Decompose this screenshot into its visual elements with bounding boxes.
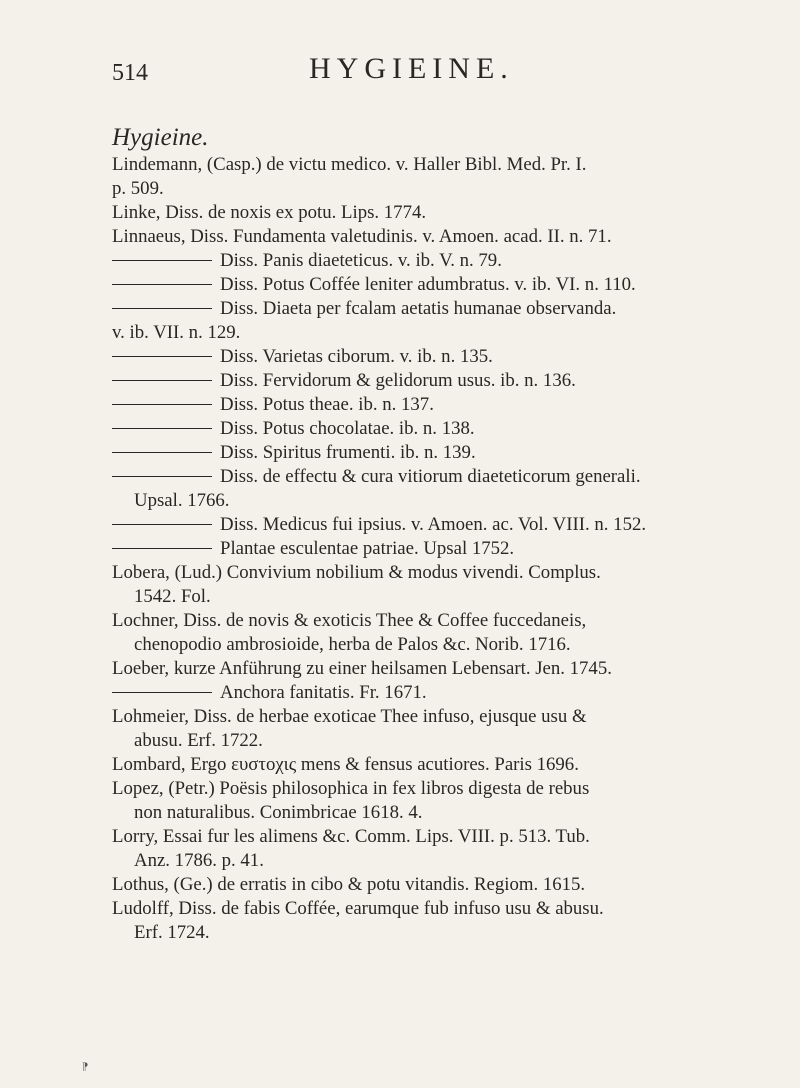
page-header: [112, 52, 712, 92]
entry-line: Linnaeus, Diss. Fundamenta valetudinis. v. Amoen. acad. II. n. 71.: [112, 226, 612, 247]
entry-line: Erf. 1724.: [134, 922, 210, 943]
ditto-dash: [112, 428, 212, 429]
ditto-dash: [112, 356, 212, 357]
entry-line: Lindemann, (Casp.) de victu medico. v. Haller Bibl. Med. Pr. I.: [112, 154, 587, 175]
entry-line: Lombard, Ergo ευστοχις mens & fensus acutiores. Paris 1696.: [112, 754, 579, 775]
entry-text: Diss. Panis diaeteticus. v. ib. V. n. 79.: [220, 250, 502, 271]
entry-line: [112, 417, 475, 441]
entry-line: [112, 537, 514, 561]
entry-line: Lobera, (Lud.) Convivium nobilium & modus vivendi. Complus.: [112, 562, 601, 583]
entry-text: Diss. Fervidorum & gelidorum usus. ib. n. 136.: [220, 370, 576, 391]
entry-line: v. ib. VII. n. 129.: [112, 322, 241, 343]
entry-line: Linke, Diss. de noxis ex potu. Lips. 1774.: [112, 202, 427, 223]
entry-text: Plantae esculentae patriae. Upsal 1752.: [220, 538, 515, 559]
entry-text: Diss. Varietas ciborum. v. ib. n. 135.: [220, 346, 493, 367]
entry-text: Diss. Medicus fui ipsius. v. Amoen. ac. Vol. VIII. n. 152.: [220, 514, 647, 535]
entry-text: Diss. de effectu & cura vitiorum diaeteticorum generali.: [220, 466, 641, 487]
ditto-dash: [112, 404, 212, 405]
entry-text: Anchora fanitatis. Fr. 1671.: [220, 682, 427, 703]
page-number: 514: [112, 60, 148, 86]
section-title: Hygieine.: [112, 124, 209, 151]
entry-text: Diss. Diaeta per fcalam aetatis humanae observanda.: [220, 298, 617, 319]
ditto-dash: [112, 548, 212, 549]
ditto-dash: [112, 260, 212, 261]
entry-line: chenopodio ambrosioide, herba de Palos &c. Norib. 1716.: [134, 634, 571, 655]
ditto-dash: [112, 452, 212, 453]
entry-line: Lochner, Diss. de novis & exoticis Thee & Coffee fuccedaneis,: [112, 610, 587, 631]
entry-line: Lorry, Essai fur les alimens &c. Comm. Lips. VIII. p. 513. Tub.: [112, 826, 590, 847]
entry-line: [112, 249, 502, 273]
entry-line: [112, 513, 646, 537]
entry-line: non naturalibus. Conimbricae 1618. 4.: [134, 802, 423, 823]
ditto-dash: [112, 524, 212, 525]
footer-mark: ⁋: [82, 1062, 89, 1073]
entry-text: Diss. Potus chocolatae. ib. n. 138.: [220, 418, 475, 439]
entry-line: p. 509.: [112, 178, 164, 199]
entry-line: 1542. Fol.: [134, 586, 211, 607]
entry-line: [112, 393, 434, 417]
ditto-dash: [112, 308, 212, 309]
entry-text: Diss. Spiritus frumenti. ib. n. 139.: [220, 442, 476, 463]
entry-line: Lohmeier, Diss. de herbae exoticae Thee infuso, ejusque usu &: [112, 706, 587, 727]
entry-text: Diss. Potus theae. ib. n. 137.: [220, 394, 434, 415]
entry-line: Loeber, kurze Anführung zu einer heilsamen Lebensart. Jen. 1745.: [112, 658, 612, 679]
entry-line: abusu. Erf. 1722.: [134, 730, 263, 751]
entry-line: Lothus, (Ge.) de erratis in cibo & potu vitandis. Regiom. 1615.: [112, 874, 586, 895]
entry-line: [112, 273, 636, 297]
entry-line: [112, 345, 493, 369]
ditto-dash: [112, 476, 212, 477]
ditto-dash: [112, 284, 212, 285]
entry-text: Diss. Potus Coffée leniter adumbratus. v. ib. VI. n. 110.: [220, 274, 636, 295]
running-title: HYGIEINE.: [309, 52, 514, 85]
entry-line: [112, 297, 616, 321]
entry-line: [112, 441, 476, 465]
entry-line: Upsal. 1766.: [134, 490, 230, 511]
ditto-dash: [112, 380, 212, 381]
entry-line: Ludolff, Diss. de fabis Coffée, earumque fub infuso usu & abusu.: [112, 898, 604, 919]
entry-line: [112, 465, 641, 489]
entry-line: [112, 681, 427, 705]
entry-line: [112, 369, 576, 393]
entry-line: Lopez, (Petr.) Poësis philosophica in fex libros digesta de rebus: [112, 778, 590, 799]
ditto-dash: [112, 692, 212, 693]
entry-line: Anz. 1786. p. 41.: [134, 850, 264, 871]
